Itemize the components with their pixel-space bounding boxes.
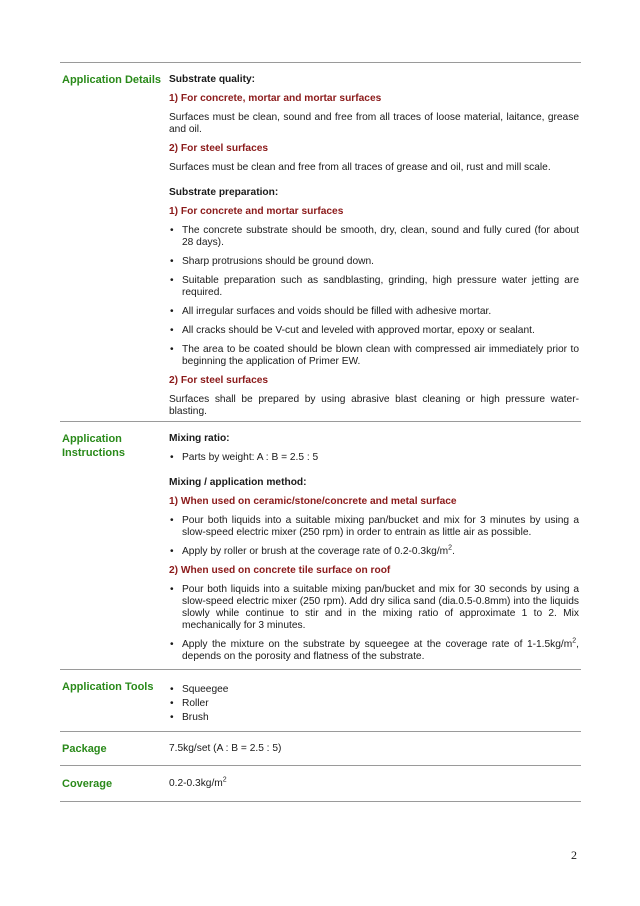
section-divider: [60, 765, 581, 766]
superscript: 2: [448, 544, 453, 552]
label-application-instructions: Application Instructions: [62, 433, 125, 459]
concrete-surfaces-text: Surfaces must be clean, sound and free from all traces of loose material, laitance, grease and oil.: [169, 112, 579, 135]
list-item: • All cracks should be V-cut and leveled with approved mortar, epoxy or sealant.: [169, 325, 579, 337]
superscript: 2: [222, 776, 227, 784]
page-number: 2: [571, 848, 577, 862]
method1-item2-text: Apply by roller or brush at the coverage rate of 0.2-0.3kg/m: [182, 546, 449, 557]
prep-steel-heading: 2) For steel surfaces: [169, 375, 269, 386]
method1-list: [169, 515, 579, 558]
steel-surfaces-text: Surfaces must be clean and free from all traces of grease and oil, rust and mill scale.: [169, 162, 551, 173]
label-package: Package: [62, 743, 107, 755]
superscript: 2: [572, 637, 577, 645]
list-item: • Roller: [169, 697, 579, 711]
list-item: • The concrete substrate should be smooth, dry, clean, sound and fully cured (for about 28 days).: [169, 225, 579, 249]
section-divider: [60, 801, 581, 802]
method2-heading: 2) When used on concrete tile surface on roof: [169, 565, 391, 576]
prep-list: [169, 225, 579, 368]
application-instructions-content: [169, 433, 579, 663]
mixing-ratio-list: [169, 452, 579, 464]
tools-list: [169, 683, 579, 725]
steel-surfaces-heading: 2) For steel surfaces: [169, 143, 269, 154]
method2-item2-text: Apply the mixture on the substrate by squeegee at the coverage rate of 1-1.5kg/m: [182, 639, 573, 650]
section-divider: [60, 421, 581, 422]
application-details-content: [169, 74, 579, 418]
mixing-method-heading: Mixing / application method:: [169, 477, 307, 488]
substrate-preparation-heading: Substrate preparation:: [169, 187, 279, 198]
method2-list: [169, 584, 579, 663]
label-application-details: Application Details: [62, 74, 162, 86]
list-item: • The area to be coated should be blown clean with compressed air immediately prior to beginning the application of Primer EW.: [169, 344, 579, 368]
method1-item2-end: .: [452, 546, 455, 557]
package-value: 7.5kg/set (A : B = 2.5 : 5): [169, 743, 282, 754]
list-item: [169, 546, 579, 558]
list-item: • Pour both liquids into a suitable mixing pan/bucket and mix for 30 seconds by using a slow-speed electric mixer (250 rpm). Add dry silica sand (dia.0.5-0.8mm) into the liquids slowly while continue to stir and in the mixing ratio of approximate 1 to 2. Mix mechanically for 3 minutes.: [169, 584, 579, 632]
label-application-tools: Application Tools: [62, 681, 154, 693]
coverage-value-text: 0.2-0.3kg/m: [169, 778, 223, 789]
mixing-ratio-heading: Mixing ratio:: [169, 433, 230, 444]
list-item: • Brush: [169, 711, 579, 725]
method2-item2-end: , depends on the porosity and flatness of the substrate.: [182, 639, 579, 662]
section-divider: [60, 62, 581, 63]
concrete-surfaces-heading: 1) For concrete, mortar and mortar surfaces: [169, 93, 382, 104]
list-item: • Parts by weight: A : B = 2.5 : 5: [169, 452, 579, 464]
section-divider: [60, 731, 581, 732]
coverage-value: [169, 778, 579, 790]
list-item: • All irregular surfaces and voids should be filled with adhesive mortar.: [169, 306, 579, 318]
list-item: • Pour both liquids into a suitable mixing pan/bucket and mix for 3 minutes by using a slow-speed electric mixer (250 rpm) in order to entrain as little air as possible.: [169, 515, 579, 539]
list-item: • Suitable preparation such as sandblasting, grinding, high pressure water jetting are required.: [169, 275, 579, 299]
label-coverage: Coverage: [62, 778, 113, 790]
prep-steel-text: Surfaces shall be prepared by using abrasive blast cleaning or high pressure water-blasting.: [169, 394, 579, 417]
substrate-quality-heading: Substrate quality:: [169, 74, 256, 85]
list-item: • Squeegee: [169, 683, 579, 697]
list-item: [169, 639, 579, 663]
prep-concrete-heading: 1) For concrete and mortar surfaces: [169, 206, 344, 217]
list-item: • Sharp protrusions should be ground down.: [169, 256, 579, 268]
method1-heading: 1) When used on ceramic/stone/concrete and metal surface: [169, 496, 457, 507]
application-tools-content: [169, 683, 579, 725]
section-divider: [60, 669, 581, 670]
